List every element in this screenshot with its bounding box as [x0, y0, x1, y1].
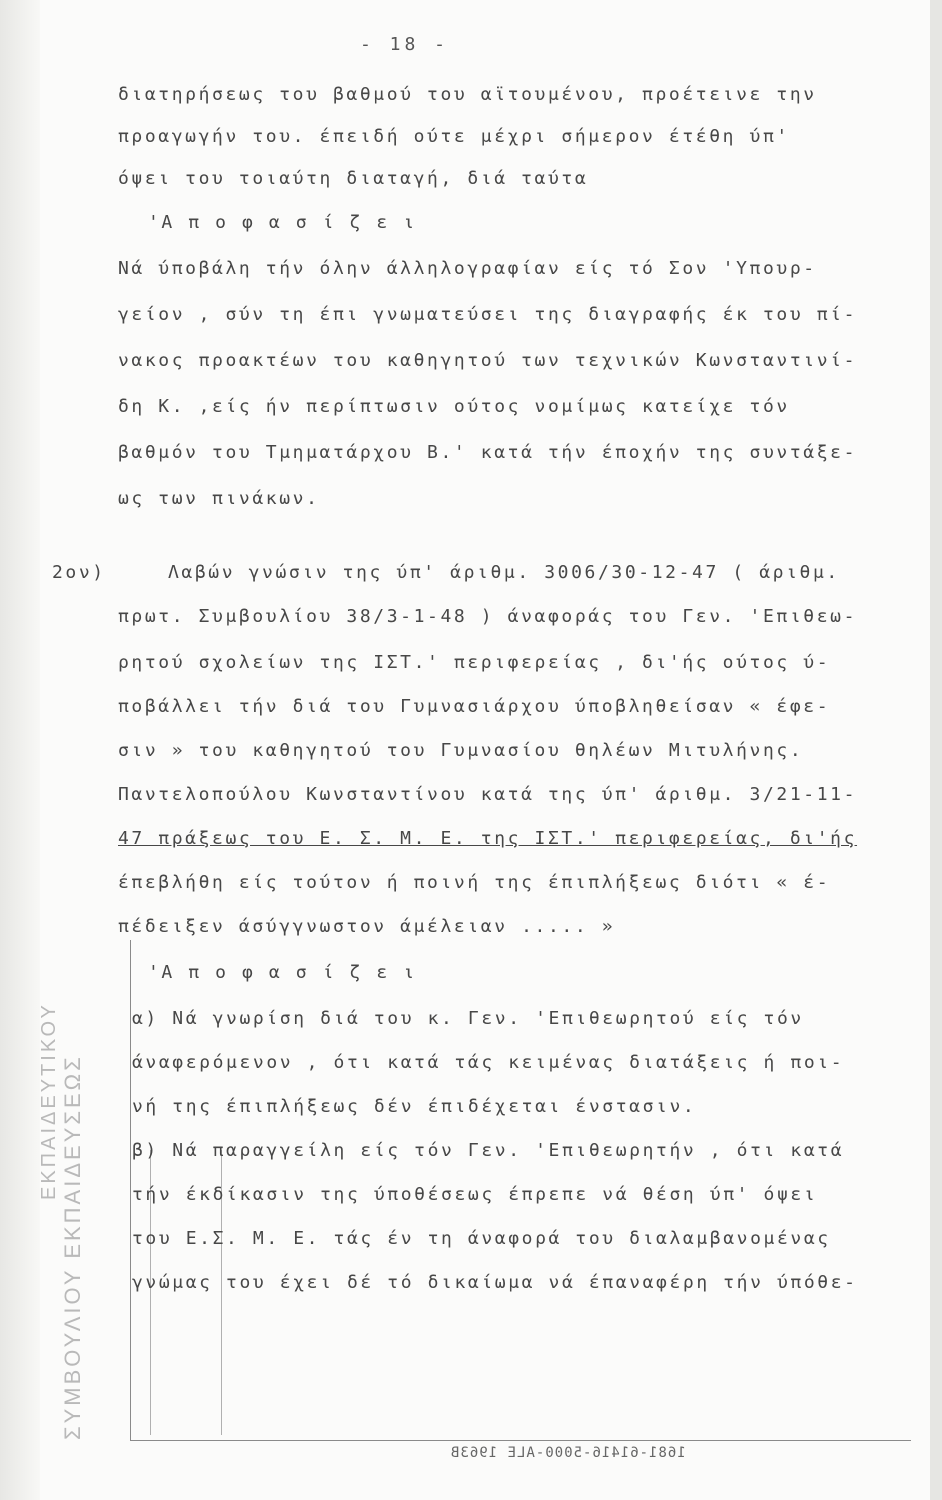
- text-line: νακος προακτέων του καθηγητού των τεχνικών Κωνσταντινί-: [118, 350, 858, 371]
- text-line: όψει του τοιαύτη διαταγή, διά ταύτα: [118, 168, 589, 189]
- text-line: βαθμόν του Τμηματάρχου Β.' κατά τήν έποχήν της συντάξε-: [118, 442, 858, 463]
- text-line: νή της έπιπλήξεως δέν έπιδέχεται ένστασιν.: [132, 1096, 697, 1117]
- item-label: 2ον): [52, 562, 106, 583]
- text-line: του Ε.Σ. Μ. Ε. τάς έν τη άναφορά του διαλαμβανομένας: [132, 1228, 831, 1249]
- text-line: ποβάλλει τήν διά του Γυμνασιάρχου ύποβληθείσαν « έφε-: [118, 696, 831, 717]
- apofasizei-heading: 'Α π ο φ α σ ί ζ ε ι: [148, 962, 417, 983]
- text-line: γνώμας του έχει δέ τό δικαίωμα νά έπαναφέρη τήν ύπόθε-: [132, 1272, 858, 1293]
- text-line: ως των πινάκων.: [118, 488, 320, 509]
- text-line: προαγωγήν του. έπειδή ούτε μέχρι σήμερον έτέθη ύπ': [118, 126, 790, 147]
- margin-stamp-text: ΣΥΜΒΟΥΛΙΟΥ ΕΚΠΑΙΔΕΥΣΕΩΣ: [60, 1054, 85, 1440]
- text-line: β) Νά παραγγείλη είς τόν Γεν. 'Επιθεωρητήν , ότι κατά: [132, 1140, 845, 1161]
- text-line: δη Κ. ,είς ήν περίπτωσιν ούτος νομίμως κατείχε τόν: [118, 396, 790, 417]
- text-line: Παντελοπούλου Κωνσταντίνου κατά της ύπ' άριθμ. 3/21-11-: [118, 784, 858, 805]
- text-line: διατηρήσεως του βαθμού του αϊτουμένου, προέτεινε την: [118, 84, 817, 105]
- text-line: έπεβλήθη είς τούτον ή ποινή της έπιπλήξεως διότι « έ-: [118, 872, 831, 893]
- text-line: 47 πράξεως του Ε. Σ. Μ. Ε. της ΙΣΤ.' περιφερείας, δι'ής: [118, 828, 858, 849]
- scan-left-edge: [0, 0, 40, 1500]
- margin-stamp-text: ΕΚΠΑΙΔΕΥΤΙΚΟΥ: [38, 1002, 60, 1200]
- text-line: σιν » του καθηγητού του Γυμνασίου θηλέων Μιτυλήνης.: [118, 740, 804, 761]
- apofasizei-heading: 'Α π ο φ α σ ί ζ ε ι: [148, 212, 417, 233]
- scan-right-strip: [930, 0, 942, 1500]
- text-line: πρωτ. Συμβουλίου 38/3-1-48 ) άναφοράς του Γεν. 'Επιθεω-: [118, 606, 858, 627]
- text-line: πέδειξεν άσύγγνωστον άμέλειαν ..... »: [118, 916, 616, 937]
- page-number: - 18 -: [360, 34, 450, 55]
- text-line: Νά ύποβάλη τήν όλην άλληλογραφίαν είς τό Σον 'Υπουρ-: [118, 258, 817, 279]
- text-line: ρητού σχολείων της ΙΣΤ.' περιφερείας , δι'ής ούτος ύ-: [118, 652, 831, 673]
- text-line: Λαβών γνώσιν της ύπ' άριθμ. 3006/30-12-47 ( άριθμ.: [168, 562, 840, 583]
- text-line: γείον , σύν τη έπι γνωματεύσει της διαγραφής έκ του πί-: [118, 304, 858, 325]
- printer-imprint: 1681-61416-5000-ALE 1963B: [450, 1445, 686, 1461]
- text-line: τήν έκδίκασιν της ύποθέσεως έπρεπε νά θέση ύπ' όψει: [132, 1184, 818, 1205]
- text-line: άναφερόμενον , ότι κατά τάς κειμένας διατάξεις ή ποι-: [132, 1052, 845, 1073]
- text-line: α) Νά γνωρίση διά του κ. Γεν. 'Επιθεωρητού είς τόν: [132, 1008, 804, 1029]
